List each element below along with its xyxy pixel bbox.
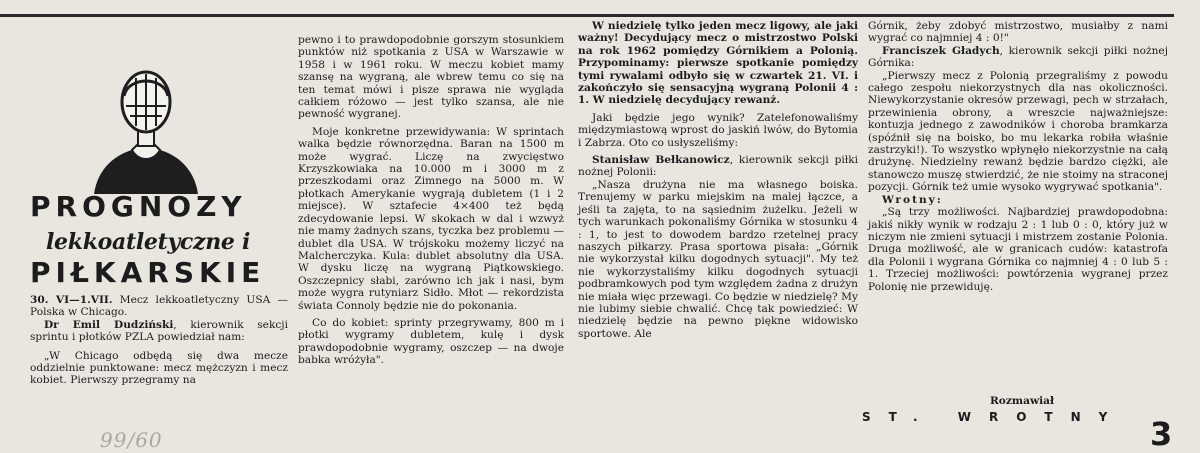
col3-paragraph-1: W niedzielę tylko jeden mecz ligowy, ale jaki ważny! Decydujący mecz o mistrzostwo Polski na rok 1962 pomiędzy Górnikiem a Polonią. Przypominamy: pierwsze spotkanie pomiędzy tymi rywalami odbyło się w czwartek 21. VI. i zakończyło się sensacyjną wygraną Polonii 4 : 1. W niedzielę decydujący rewanż.: [578, 20, 858, 107]
column-3: [578, 20, 858, 340]
speaker-name: Stanisław Bełkanowicz: [592, 154, 730, 167]
col2-paragraph-3: Co do kobiet: sprinty przegrywamy, 800 m i płotki wygramy dubletem, kulę i dysk prawdopodobnie wygramy, oszczep — na dwoje babka wróżyła".: [298, 316, 564, 367]
signature-label: Rozmawiał: [990, 395, 1055, 407]
speaker-role: , kierownik sekcji piłki nożnej Górnika:: [868, 44, 1168, 70]
dateline: 30. VI—1.VII.: [30, 294, 113, 306]
col4-speaker-paragraph: [868, 45, 1168, 70]
col3-paragraph-2: Jaki będzie jego wynik? Zatelefonowaliśmy międzymiastową wprost do jaskiń lwów, do Bytomia i Zabrza. Oto co usłyszeliśmy:: [578, 111, 858, 149]
headline-block: [30, 192, 280, 288]
headline-line1: PROGNOZY: [30, 190, 247, 223]
col2-paragraph-2: Moje konkretne przewidywania: W sprintach walka będzie równorzędna. Baran na 1500 m może wygrać. Liczę na zwycięstwo Krzyszkowiaka na 10.000 m i 3000 m z przeszkodami oraz Zimnego na 5000 m. W płotkach Amerykanie wygrają dubletem (1 i 2 miejsce). W sztafecie 4×400 też będą zdecydowanie lepsi. W skokach w dal i wzwyż nie mamy żadnych szans, tyczka bez problemu — dublet dla USA. W trójskoku możemy liczyć na Malcherczyka. Kula: dublet absolutny dla USA. W dysku liczę na wygraną Piątkowskiego. Oszczepnicy słabi, zarówno ich jak i nasi, bym może wygra rutyniarz Sidło. Młot — rekordzista świata Connoly będzie nie do pokonania.: [298, 125, 564, 312]
handwritten-note: 99/60: [100, 428, 163, 452]
col2-paragraph-1: pewno i to prawdopodobnie gorszym stosunkiem punktów niż spotkania z USA w Warszawie w 1958 i w 1961 roku. W meczu kobiet mamy szansę na wygraną, ale wbrew temu co się na ten temat mówi i pisze sprawa nie wygląda całkiem różowo — jest tylko szansa, ale nie pewność wygranej.: [298, 34, 564, 121]
headline-line3: PIŁKARSKIE: [30, 256, 266, 289]
column-2: [298, 34, 564, 367]
lead-quote: „W Chicago odbędą się dwa mecze oddzielnie punktowane: mecz mężczyzn i mecz kobiet. Pierwszy przegramy na: [30, 349, 288, 387]
speaker-name: Dr Emil Dudziński: [44, 318, 174, 331]
col3-quote: „Nasza drużyna nie ma własnego boiska. Trenujemy w parku miejskim na malej łączce, a jeśli ta zajęta, to na sąsiednim żużelku. Jeżeli w tych warunkach pokonaliśmy Górnika w stosunku 4 : 1, to jest to dowodem bardzo rzetelnej pracy naszych piłkarzy. Prasa sportowa pisała: „Górnik nie wykorzystał kilku dogodnych sytuacji". My też nie wykorzystaliśmy kilku dogodnych sytuacji podbramkowych pod tym względem żadna z drużyn nie miała więc przewagi. Co będzie w niedzielę? My nie lubimy siebie chwalić. Chcę tak powiedzieć: W niedzielę będzie na pewno piękne widowisko sportowe. Ale: [578, 178, 858, 340]
headline-line2: lekkoatletyczne i: [46, 229, 251, 255]
athlete-illustration: [88, 66, 204, 198]
signature-name: ST. WROTNY: [862, 410, 1126, 424]
page-number: 3: [1150, 415, 1173, 453]
top-rule: [0, 14, 1174, 17]
speaker-name: Franciszek Gładych: [882, 44, 1000, 57]
dateline-text: Mecz lekkoatletyczny USA — Polska w Chicago.: [30, 294, 289, 319]
col4-quote: „Pierwszy mecz z Polonią przegraliśmy z powodu całego zespołu niekorzystnych dla nas okoliczności. Niewykorzystanie okresów przewagi, pech w strzałach, przewinienia obrony, a wreszcie najważniejsze: kontuzja jednego z zawodników i choroba bramkarza (spóźnił się na boisko, bo mu lekarka robiła właśnie zastrzyki!). To wszystko wpłynęło niekorzystnie na całą drużynę. Niedzielny rewanż będzie bardzo ciężki, ale stanowczo muszę stwierdzić, że nie stoimy na straconej pozycji. Górnik też umie wysoko wygrywać spotkania".: [868, 69, 1168, 194]
lead-speaker-paragraph: [30, 319, 288, 344]
col4-label: Wrotny:: [882, 193, 943, 206]
column-4: [868, 20, 1168, 293]
lead-dateline-paragraph: [30, 294, 288, 319]
speaker-role: , kierownik sekcji sprintu i płotków PZLA powiedział nam:: [30, 318, 288, 344]
col3-speaker-paragraph: [578, 154, 858, 179]
lead-column: [30, 294, 288, 387]
col4-paragraph-1: Górnik, żeby zdobyć mistrzostwo, musiałby z nami wygrać co najmniej 4 : 0!": [868, 20, 1168, 45]
col4-quote-2: „Są trzy możliwości. Najbardziej prawdopodobna: jakiś nikły wynik w rodzaju 2 : 1 lub 0 : 0, który już w niczym nie zmieni sytuacji i mistrzem zostanie Polonia. Druga możliwość, ale w granicach cudów: katastrofa dla Polonii i wygrana Górnika co najmniej 4 : 0 lub 5 : 1. Trzeciej możliwości: powtórzenia wygranej przez Polonię nie przewiduję.: [868, 206, 1168, 293]
speaker-role: , kierownik sekcji piłki nożnej Polonii:: [578, 154, 858, 179]
